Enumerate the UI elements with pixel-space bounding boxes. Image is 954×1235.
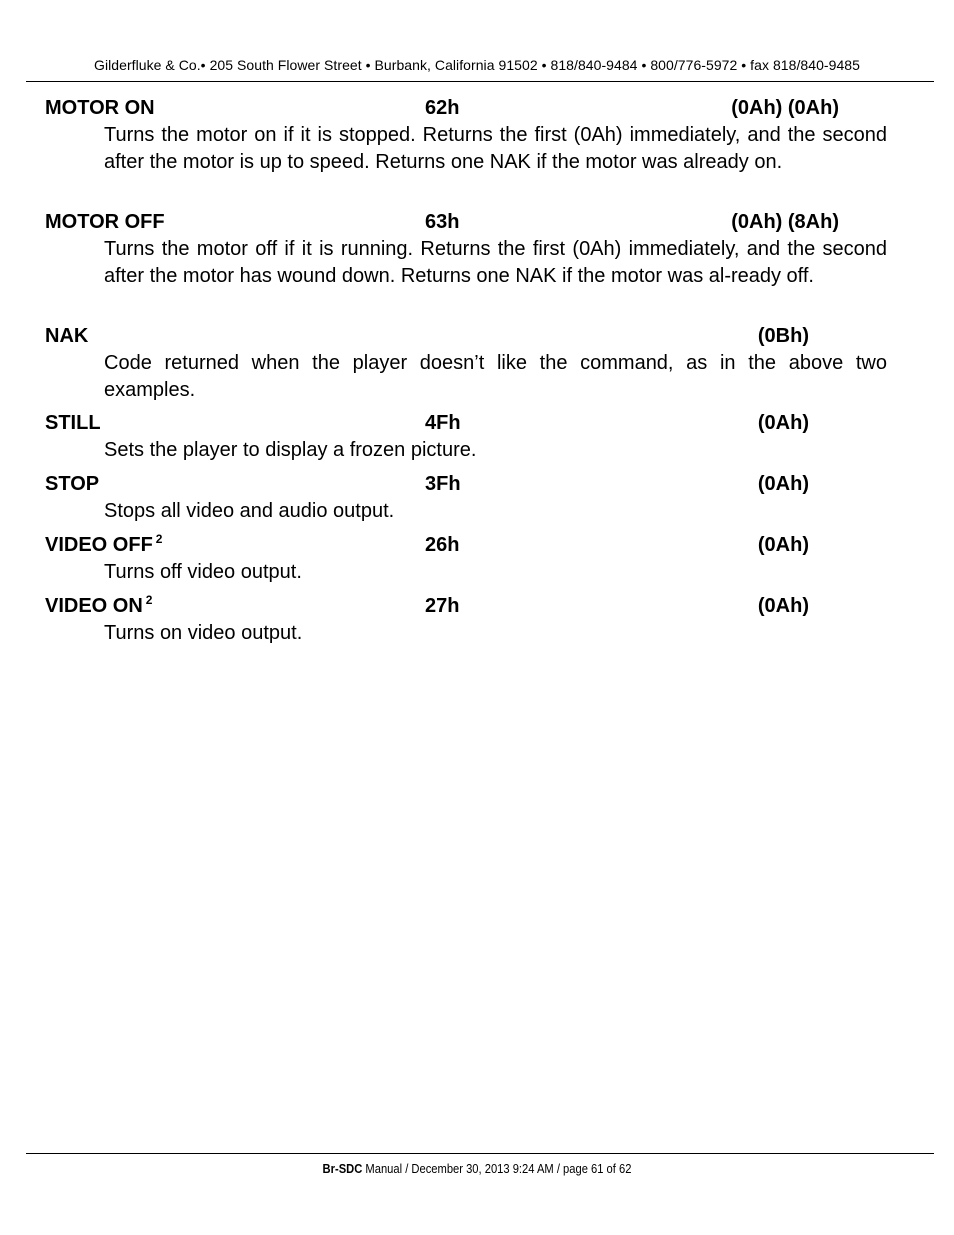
command-heading — [0, 323, 954, 350]
command-entry-stop — [0, 471, 954, 525]
command-entry-motor-off — [0, 209, 954, 289]
command-description: Turns the motor off if it is running. Returns the first (0Ah) immediately, and the second after the motor has wound down. Returns one NAK if the motor was al-ready off. — [104, 238, 887, 287]
page-header: Gilderfluke & Co.• 205 South Flower Street • Burbank, California 91502 • 818/840-9484 • 800/776-5972 • fax 818/840-9485 — [94, 57, 860, 73]
command-heading — [0, 471, 954, 498]
command-heading — [0, 593, 954, 620]
command-code: 63h — [425, 211, 460, 233]
command-name: VIDEO ON $^2$ — [45, 593, 153, 617]
footer-doc-info: Manual / December 30, 2013 9:24 AM / page 61 of 62 — [362, 1161, 632, 1176]
command-returns: (0Ah) — [757, 412, 809, 434]
command-name: NAK — [45, 325, 89, 347]
command-returns: (0Ah) (8Ah) — [731, 211, 839, 233]
command-code: 62h — [425, 97, 460, 119]
command-heading — [0, 209, 954, 236]
command-name: STILL — [45, 412, 101, 434]
footer-rule — [26, 1153, 934, 1154]
footnote-marker: 2 — [145, 593, 153, 607]
command-heading — [0, 532, 954, 559]
command-name: MOTOR OFF — [45, 211, 165, 233]
command-entry-video-off — [0, 532, 954, 586]
command-entry-still — [0, 410, 954, 464]
command-heading — [0, 410, 954, 437]
command-description: Stops all video and audio output. — [104, 500, 395, 522]
command-returns: (0Ah) (0Ah) — [731, 97, 839, 119]
page-footer — [67, 1161, 887, 1176]
command-returns: (0Ah) — [757, 534, 809, 556]
command-heading — [0, 95, 954, 122]
command-description: Code returned when the player doesn’t like the command, as in the above two examples. — [104, 352, 887, 401]
command-description: Turns the motor on if it is stopped. Returns the first (0Ah) immediately, and the second after the motor is up to speed. Returns one NAK if the motor was already on. — [104, 124, 887, 173]
command-name: STOP — [45, 473, 100, 495]
command-returns: (0Bh) — [757, 325, 809, 347]
footnote-marker: 2 — [155, 532, 163, 546]
footer-doc-name: Br-SDC — [322, 1161, 363, 1176]
header-rule — [26, 81, 934, 82]
command-code: 26h — [425, 534, 460, 556]
command-description: Turns on video output. — [104, 622, 303, 644]
command-entry-motor-on — [0, 95, 954, 175]
command-description: Turns off video output. — [104, 561, 302, 583]
command-entry-nak — [0, 323, 954, 403]
command-name: VIDEO OFF $^2$ — [45, 532, 163, 556]
command-returns: (0Ah) — [757, 473, 809, 495]
command-name: MOTOR ON — [45, 97, 155, 119]
command-description: Sets the player to display a frozen picture. — [104, 439, 477, 461]
command-code: 3Fh — [425, 473, 461, 495]
command-code: 27h — [425, 595, 460, 617]
command-returns: (0Ah) — [757, 595, 809, 617]
command-entry-video-on — [0, 593, 954, 647]
command-code: 4Fh — [425, 412, 461, 434]
